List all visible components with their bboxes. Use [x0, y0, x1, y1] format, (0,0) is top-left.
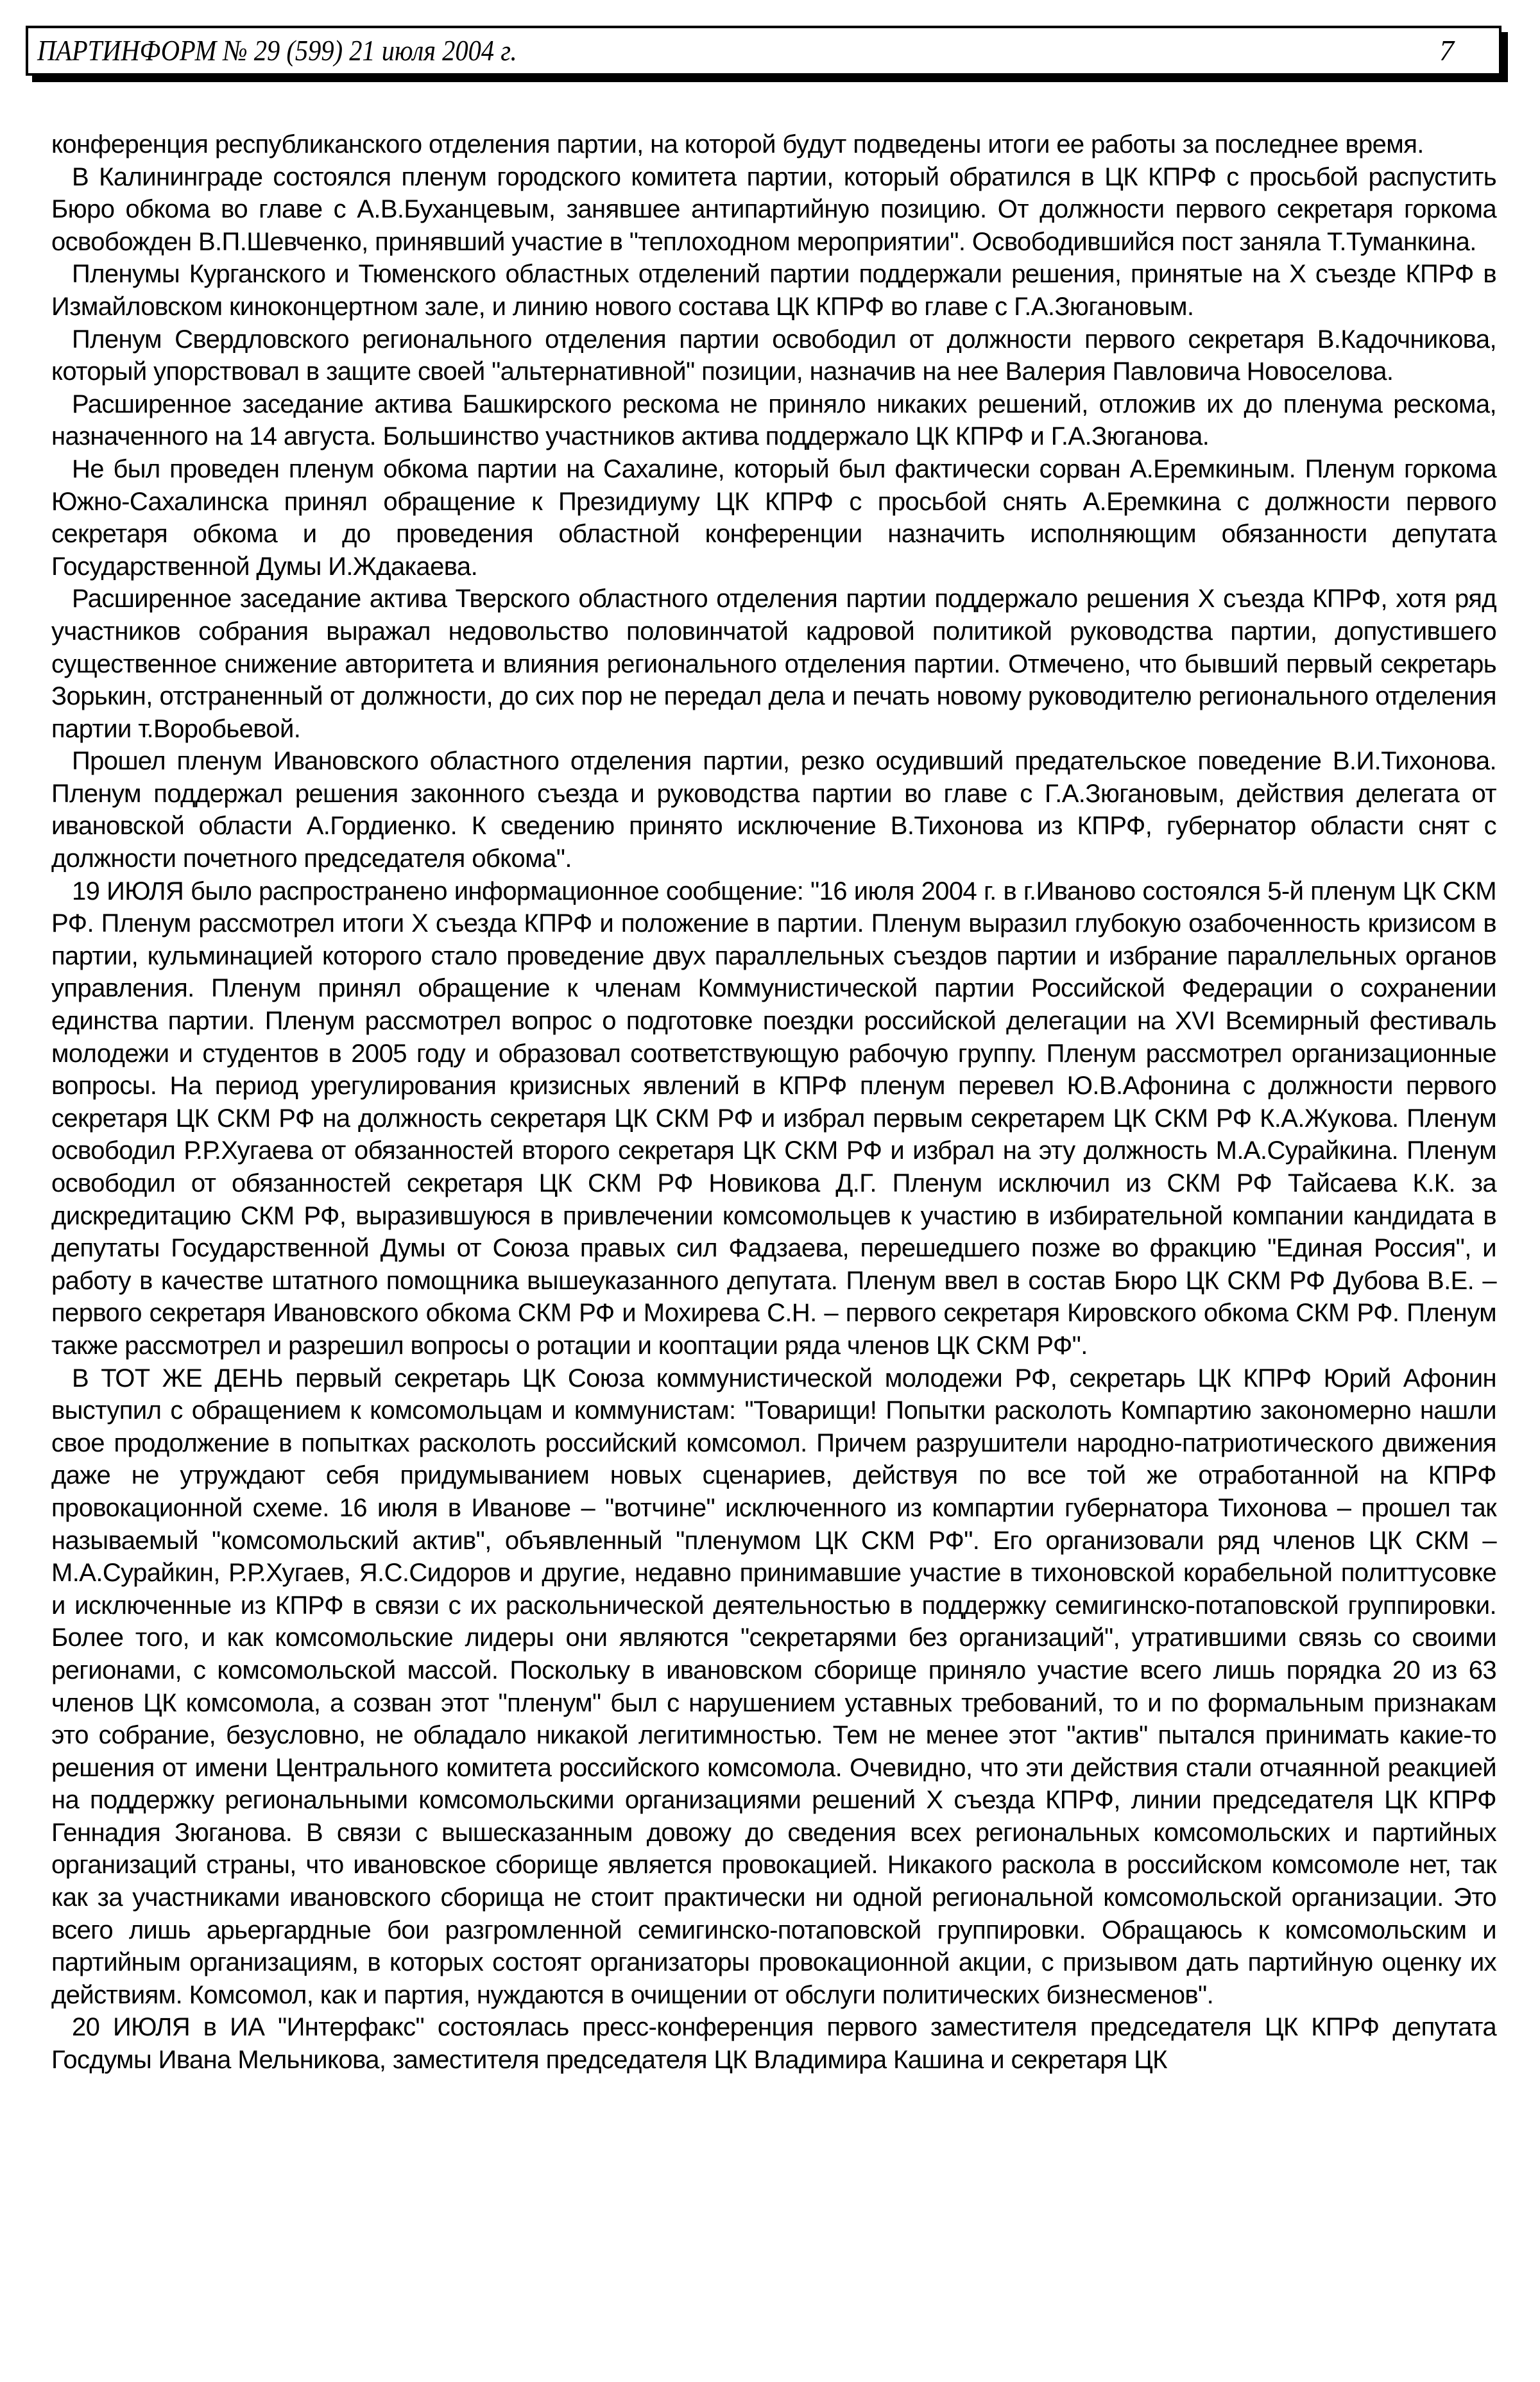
paragraph: Пленумы Курганского и Тюменского областных отделений партии поддержали решения, принятые на X съезде КПРФ в Измайловском киноконцертном зале, и линию нового состава ЦК КПРФ во главе с Г.А.Зюгановым.	[51, 260, 1496, 321]
paragraph: конференция республиканского отделения партии, на которой будут подведены итоги ее работы за последнее время.	[51, 130, 1424, 159]
paragraph: Расширенное заседание актива Башкирского рескома не приняло никаких решений, отложив их до пленума рескома, назначенного на 14 августа. Большинство участников актива поддержало ЦК КПРФ и Г.А.Зюганова.	[51, 390, 1496, 451]
article-body	[51, 128, 1496, 2077]
paragraph: 20 ИЮЛЯ в ИА "Интерфакс" состоялась пресс-конференция первого заместителя председателя ЦК КПРФ депутата Госдумы Ивана Мельникова, заместителя председателя ЦК Владимира Кашина и секретаря ЦК	[51, 2013, 1496, 2075]
paragraph: Прошел пленум Ивановского областного отделения партии, резко осудивший предательское поведение В.И.Тихонова. Пленум поддержал решения законного съезда и руководства партии во главе с Г.А.Зюгановым, действия делегата от ивановской области А.Гордиенко. К сведению принято исключение В.Тихонова из КПРФ, губернатор области снят с должности почетного председателя обкома".	[51, 747, 1496, 873]
publication-title: ПАРТИНФОРМ № 29 (599) 21 июля 2004 г.	[37, 34, 517, 67]
paragraph: В Калининграде состоялся пленум городского комитета партии, который обратился в ЦК КПРФ с просьбой распустить Бюро обкома во главе с А.В.Буханцевым, занявшее антипартийную позицию. От должности первого секретаря горкома освобожден В.П.Шевченко, принявший участие в "теплоходном мероприятии". Освободившийся пост заняла Т.Туманкина.	[51, 162, 1496, 256]
paragraph: Расширенное заседание актива Тверского областного отделения партии поддержало решения X съезда КПРФ, хотя ряд участников собрания выражал недовольство половинчатой кадровой политикой руководства партии, допустившего существенное снижение авторитета и влияния регионального отделения партии. Отмечено, что бывший первый секретарь Зорькин, отстраненный от должности, до сих пор не передал дела и печать новому руководителю регионального отделения партии т.Воробьевой.	[51, 585, 1496, 743]
paragraph: 19 ИЮЛЯ было распространено информационное сообщение: "16 июля 2004 г. в г.Иваново состоялся 5-й пленум ЦК СКМ РФ. Пленум рассмотрел итоги X съезда КПРФ и положение в партии. Пленум выразил глубокую озабоченность кризисом в партии, кульминацией которого стало проведение двух параллельных съездов партии и избрание параллельных органов управления. Пленум принял обращение к членам Коммунистической партии Российской Федерации о сохранении единства партии. Пленум рассмотрел вопрос о подготовке поездки российской делегации на XVI Всемирный фестиваль молодежи и студентов в 2005 году и образовал соответствующую рабочую группу. Пленум рассмотрел организационные вопросы. На период урегулирования кризисных явлений в КПРФ пленум перевел Ю.В.Афонина с должности первого секретаря ЦК СКМ РФ на должность секретаря ЦК СКМ РФ и избрал первым секретарем ЦК СКМ РФ К.А.Жукова. Пленум освободил Р.Р.Хугаева от обязанностей второго секретаря ЦК СКМ РФ и избрал на эту должность М.А.Сурайкина. Пленум освободил от обязанностей секретаря ЦК СКМ РФ Новикова Д.Г. Пленум исключил из СКМ РФ Тайсаева К.К. за дискредитацию СКМ РФ, выразившуюся в привлечении комсомольцев к участию в избирательной компании кандидата в депутаты Государственной Думы от Союза правых сил Фадзаева, перешедшего позже во фракцию "Единая Россия", и работу в качестве штатного помощника вышеуказанного депутата. Пленум ввел в состав Бюро ЦК СКМ РФ Дубова В.Е. – первого секретаря Ивановского обкома СКМ РФ и Мохирева С.Н. – первого секретаря Кировского обкома СКМ РФ. Пленум также рассмотрел и разрешил вопросы о ротации и кооптации ряда членов ЦК СКМ РФ".	[51, 877, 1496, 1360]
paragraph: В ТОТ ЖЕ ДЕНЬ первый секретарь ЦК Союза коммунистической молодежи РФ, секретарь ЦК КПРФ Юрий Афонин выступил с обращением к комсомольцам и коммунистам: "Товарищи! Попытки расколоть Компартию закономерно нашли свое продолжение в попытках расколоть российский комсомол. Причем разрушители народно-патриотического движения даже не утруждают себя придумыванием новых сценариев, действуя по все той же отработанной на КПРФ провокационной схеме. 16 июля в Иванове – "вотчине" исключенного из компартии губернатора Тихонова – прошел так называемый "комсомольский актив", объявленный "пленумом ЦК СКМ РФ". Его организовали ряд членов ЦК СКМ – М.А.Сурайкин, Р.Р.Хугаев, Я.С.Сидоров и другие, недавно принимавшие участие в тихоновской корабельной политтусовке и исключенные из КПРФ в связи с их раскольнической деятельностью в поддержку семигинско-потаповской группировки. Более того, и как комсомольские лидеры они являются "секретарями без организаций", утратившими связь со своими регионами, с комсомольской массой. Поскольку в ивановском сборище приняло участие всего лишь порядка 20 из 63 членов ЦК комсомола, а созван этот "пленум" был с нарушением уставных требований, то и по формальным признакам это собрание, безусловно, не обладало никакой легитимностью. Тем не менее этот "актив" пытался принимать какие-то решения от имени Центрального комитета российского комсомола. Очевидно, что эти действия стали отчаянной реакцией на поддержку региональными комсомольскими организациями решений X съезда КПРФ, линии председателя ЦК КПРФ Геннадия Зюганова. В связи с вышесказанным довожу до сведения всех региональных комсомольских и партийных организаций страны, что ивановское сборище является провокацией. Никакого раскола в российском комсомоле нет, так как за участниками ивановского сборища не стоит практически ни одной региональной комсомольской организации. Это всего лишь арьергардные бои разгромленной семигинско-потаповской группировки. Обращаюсь к комсомольским и партийным организациям, в которых состоят организаторы провокационной акции, с призывом дать партийную оценку их действиям. Комсомол, как и партия, нуждаются в очищении от обслуги политических бизнесменов".	[51, 1364, 1496, 2009]
page-number: 7	[1439, 34, 1454, 67]
paragraph: Пленум Свердловского регионального отделения партии освободил от должности первого секретаря В.Кадочникова, который упорствовал в защите своей "альтернативной" позиции, назначив на нее Валерия Павловича Новоселова.	[51, 325, 1496, 386]
paragraph: Не был проведен пленум обкома партии на Сахалине, который был фактически сорван А.Еремкиным. Пленум горкома Южно-Сахалинска принял обращение к Президиуму ЦК КПРФ с просьбой снять А.Еремкина с должности первого секретаря обкома и до проведения областной конференции назначить исполняющим обязанности депутата Государственной Думы И.Ждакаева.	[51, 454, 1496, 581]
page-header	[26, 26, 1502, 76]
